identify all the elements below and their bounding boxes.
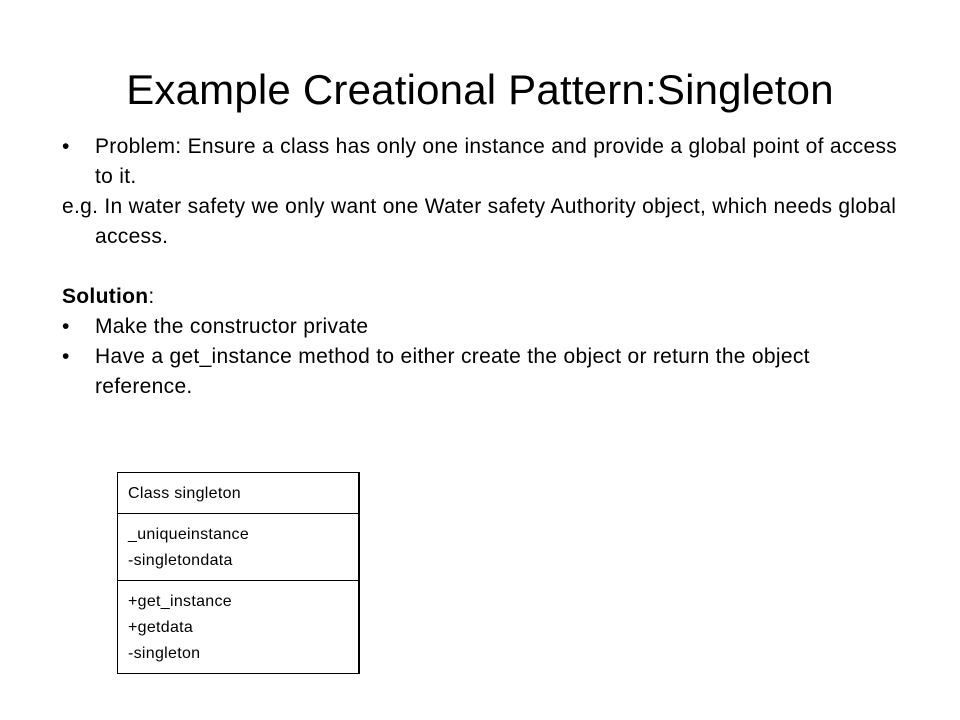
example-text: e.g. In water safety we only want one Water safety Authority object, which needs global access. xyxy=(62,195,897,248)
uml-class-name: Class singleton xyxy=(128,485,241,502)
uml-method: +getdata xyxy=(128,619,194,636)
spacer xyxy=(62,252,902,282)
slide-body xyxy=(62,132,902,402)
solution-bullet-1 xyxy=(62,312,902,342)
problem-text: Problem: Ensure a class has only one instance and provide a global point of access to it. xyxy=(95,135,898,188)
solution-colon: : xyxy=(148,285,155,308)
solution-point-text: Make the constructor private xyxy=(95,315,369,338)
uml-method: +get_instance xyxy=(128,593,232,610)
problem-bullet xyxy=(62,132,902,192)
solution-label: Solution xyxy=(62,285,149,308)
uml-attribute: -singletondata xyxy=(128,552,233,569)
uml-class-name-section xyxy=(118,473,358,514)
solution-bullet-2 xyxy=(62,342,902,402)
bullet-icon: • xyxy=(62,345,70,368)
uml-class-diagram xyxy=(117,472,360,674)
solution-heading xyxy=(62,282,902,312)
uml-method: -singleton xyxy=(128,645,201,662)
uml-attributes-section xyxy=(118,514,358,581)
bullet-icon: • xyxy=(62,315,70,338)
bullet-icon: • xyxy=(62,135,70,158)
slide-title: Example Creational Pattern:Singleton xyxy=(126,66,834,113)
uml-methods-section xyxy=(118,581,358,673)
uml-attribute: _uniqueinstance xyxy=(128,526,250,543)
solution-point-text: Have a get_instance method to either create the object or return the object reference. xyxy=(95,345,810,398)
